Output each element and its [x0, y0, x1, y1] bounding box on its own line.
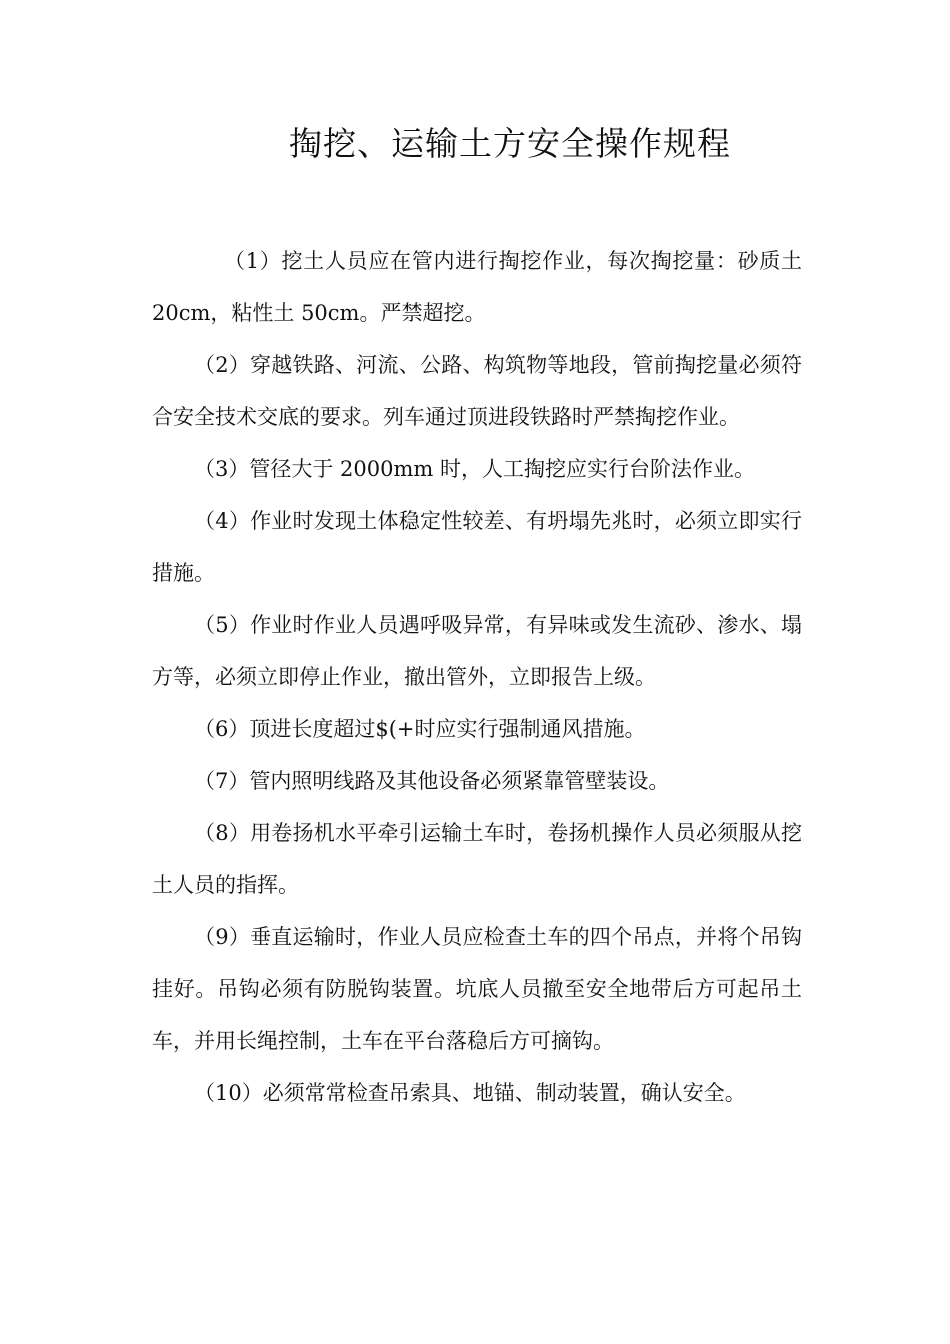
paragraph-9: （9）垂直运输时，作业人员应检查土车的四个吊点，并将个吊钩挂好。吊钩必须有防脱钩装置。坑底人员撤至安全地带后方可起吊土车，并用长绳控制，土车在平台落稳后方可摘钩。 — [152, 925, 802, 1053]
paragraph-8: （8）用卷扬机水平牵引运输土车时，卷扬机操作人员必须服从挖土人员的指挥。 — [152, 821, 802, 897]
paragraph-10: （10）必须常常检查吊索具、地锚、制动装置，确认安全。 — [194, 1081, 746, 1105]
paragraph-7: （7）管内照明线路及其他设备必须紧靠管壁装设。 — [194, 769, 670, 793]
paragraph-4: （4）作业时发现土体稳定性较差、有坍塌先兆时，必须立即实行措施。 — [152, 509, 802, 585]
paragraph-5: （5）作业时作业人员遇呼吸异常，有异味或发生流砂、渗水、塌方等，必须立即停止作业，撤出管外，立即报告上级。 — [152, 613, 802, 689]
document-body — [152, 235, 802, 1119]
paragraph-6: （6）顶进长度超过$(+时应实行强制通风措施。 — [194, 717, 646, 741]
paragraph-1: （1）挖土人员应在管内进行掏挖作业，每次掏挖量：砂质土 20cm，粘性土 50cm。严禁超挖。 — [152, 249, 802, 325]
document-title: 掏挖、运输土方安全操作规程 — [289, 124, 731, 163]
paragraph-2: （2）穿越铁路、河流、公路、构筑物等地段，管前掏挖量必须符合安全技术交底的要求。列车通过顶进段铁路时严禁掏挖作业。 — [152, 353, 802, 429]
paragraph-3: （3）管径大于 2000mm 时，人工掏挖应实行台阶法作业。 — [194, 457, 755, 481]
